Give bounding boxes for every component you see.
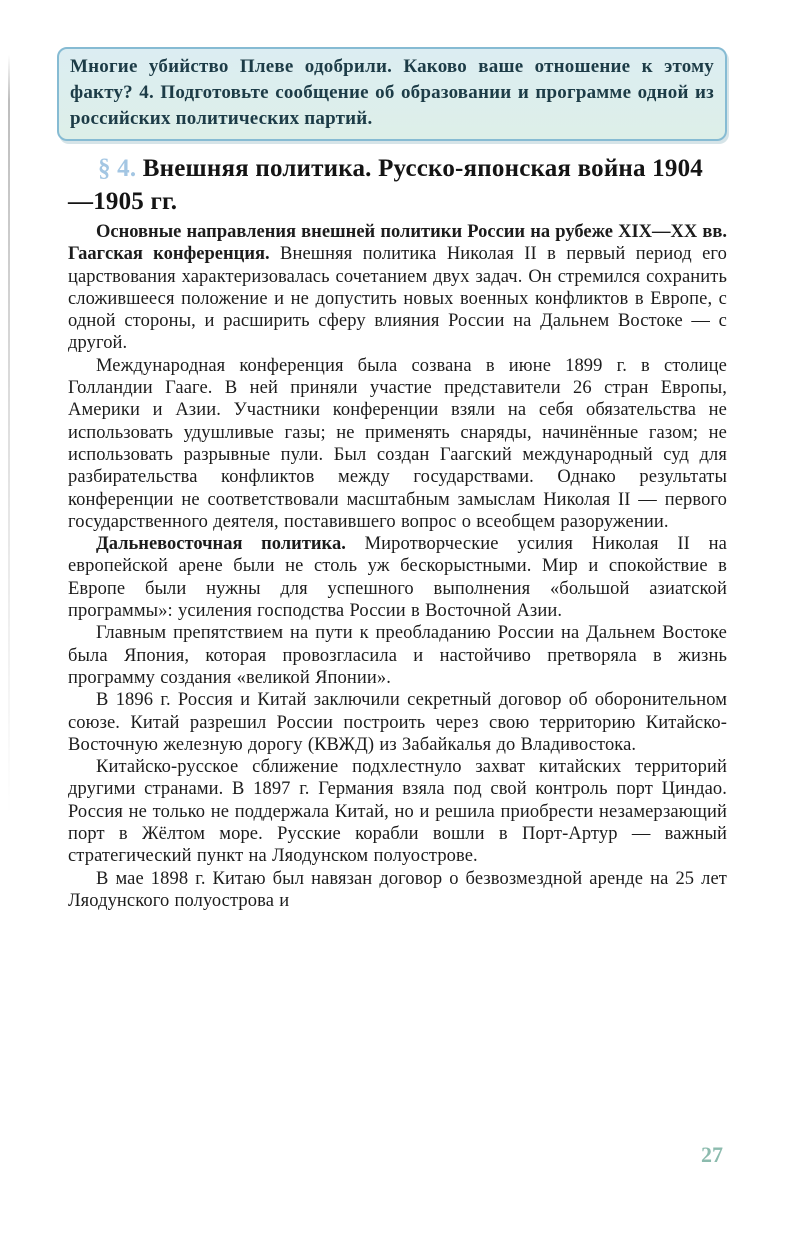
paragraph <box>68 533 727 622</box>
question-text-part1: Многие убийство Плеве одобрили. Каково ваше отношение к этому факту? <box>70 56 714 103</box>
paragraph <box>68 756 727 867</box>
paragraph-text: Китайско-русское сближение подхлестнуло захват китайских территорий другими странами. В 1897 г. Германия взяла под свой контроль порт Циндао. Россия не только не поддержала Китай, но и решила приобрести незамерзающий порт в Жёлтом море. Русские корабли вошли в Порт-Артур — важный стратегический пункт на Ляодунском полуострове. <box>68 757 727 867</box>
paragraph <box>68 221 727 355</box>
paragraph <box>68 355 727 533</box>
page-number: 27 <box>701 1142 723 1167</box>
section-title: Внешняя политика. Русско-японская война 1904—1905 гг. <box>68 155 703 215</box>
paragraph-lead: Дальневосточная политика. <box>96 534 346 555</box>
body-text <box>68 221 727 912</box>
paragraph <box>68 868 727 913</box>
question-box <box>57 47 727 141</box>
paragraph-text: Международная конференция была созвана в июне 1899 г. в столице Голландии Гааге. В ней приняли участие представители 26 стран Европы, Америки и Азии. Участники конференции взяли на себя обязательства не использовать удушливые газы; не применять снаряды, начинённые газом; не использовать разрывные пули. Был создан Гаагский международный суд для разбирательства конфликтов между государствами. Однако результаты конференции не соответствовали масштабным замыслам Николая II — первого государственного деятеля, поставившего вопрос о всеобщем разоружении. <box>68 355 727 532</box>
paragraph-text: Внешняя политика Николая II в первый период его царствования характеризовалась сочетанием двух задач. Он стремился сохранить сложившееся положение и не допустить новых военных конфликтов в Европе, с одной стороны, и расширить сферу влияния России на Дальнем Востоке — с другой. <box>68 244 727 354</box>
question-number: 4. <box>139 82 154 103</box>
section-mark: § 4. <box>98 155 137 182</box>
question-text-part2: Подготовьте сообщение об образовании и программе одной из российских политических партий. <box>70 82 714 129</box>
paragraph <box>68 622 727 689</box>
paragraph-lead: Основные направления внешней политики России на рубеже XIX—XX вв. Гаагская конференция. <box>68 222 727 265</box>
paragraph <box>68 689 727 756</box>
paragraph-text: В мае 1898 г. Китаю был навязан договор о безвозмездной аренде на 25 лет Ляодунского полуострова и <box>68 868 727 911</box>
section-heading <box>68 152 727 218</box>
paragraph-text: Миротворческие усилия Николая II на европейской арене были не столь уж бескорыстными. Мир и спокойствие в Европе были нужны для успешного выполнения «большой азиатской программы»: усиления господства России в Восточной Азии. <box>68 534 727 622</box>
paragraph-text: В 1896 г. Россия и Китай заключили секретный договор об оборонительном союзе. Китай разрешил России построить через свою территорию Китайско-Восточную железную дорогу (КВЖД) из Забайкалья до Владивостока. <box>68 690 727 755</box>
paragraph-text: Главным препятствием на пути к преобладанию России на Дальнем Востоке была Япония, которая провозгласила и настойчиво претворяла в жизнь программу создания «великой Японии». <box>68 623 727 688</box>
scan-edge-line <box>8 55 10 815</box>
